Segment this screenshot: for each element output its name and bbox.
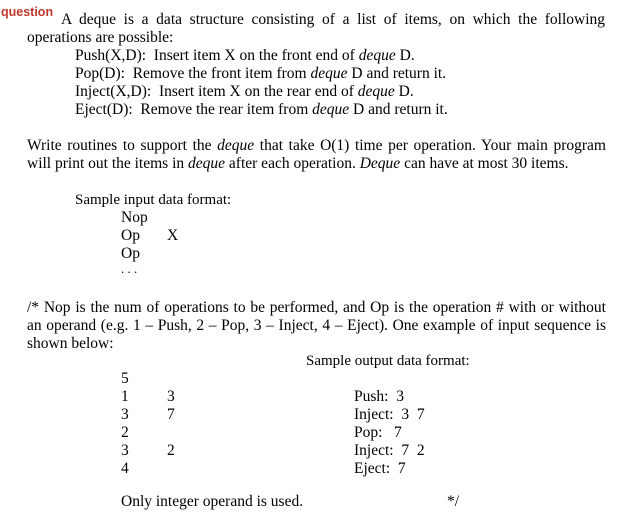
task-text-1c: that take O(1) time per operation. Your main program xyxy=(254,137,606,154)
sample-input-value: 2 xyxy=(167,442,175,459)
comment-close: */ xyxy=(447,493,460,510)
task-text-2e: can have at most 30 items. xyxy=(400,155,569,172)
comment-line-1 xyxy=(27,299,606,317)
input-format-op-2: Op xyxy=(121,245,140,262)
task-text-1b: deque xyxy=(217,137,255,154)
operation-object: deque xyxy=(358,47,396,64)
comment-text-1: /* Nop is the num of operations to be performed, and Op is the operation # with or without xyxy=(27,299,606,316)
operation-tail: D. xyxy=(395,47,415,64)
operation-item xyxy=(75,65,446,83)
sample-input-value: 3 xyxy=(121,442,129,459)
sample-output-line: Inject: 3 7 xyxy=(354,406,425,423)
operation-object: deque xyxy=(310,65,348,82)
operation-signature: Inject(X,D): xyxy=(75,83,152,100)
operation-desc: Remove the front item from xyxy=(132,65,311,82)
operation-tail: D. xyxy=(394,83,414,100)
sample-output-line: Inject: 7 2 xyxy=(354,442,425,459)
input-format-op: Op xyxy=(121,227,140,244)
sample-input-value: 4 xyxy=(121,460,129,477)
sample-input-value: 2 xyxy=(121,424,129,441)
operation-desc: Remove the rear item from xyxy=(140,101,313,118)
footer-note: Only integer operand is used. xyxy=(121,493,304,510)
operation-object: deque xyxy=(312,101,350,118)
sample-input-value: 3 xyxy=(167,388,175,405)
operation-signature: Push(X,D): xyxy=(75,47,147,64)
operation-tail: D and return it. xyxy=(347,65,447,82)
intro-line-1 xyxy=(61,11,605,29)
task-text-1a: Write routines to support the xyxy=(27,137,218,154)
operation-desc: Insert item X on the front end of xyxy=(153,47,359,64)
input-format-x: X xyxy=(167,227,179,244)
sample-input-value: 7 xyxy=(167,406,175,423)
comment-line-2 xyxy=(27,317,606,335)
task-line-1 xyxy=(27,137,606,155)
question-tag: question xyxy=(1,5,54,19)
operation-signature: Eject(D): xyxy=(75,101,133,118)
operation-item xyxy=(75,47,415,65)
operation-item xyxy=(75,101,448,119)
sample-input-value: 3 xyxy=(121,406,129,423)
intro-text-1: A deque is a data structure consisting of a list of items, on which the following xyxy=(61,11,605,28)
operation-signature: Pop(D): xyxy=(75,65,125,82)
input-format-title: Sample input data format: xyxy=(75,192,232,208)
operation-item xyxy=(75,83,414,101)
task-line-2 xyxy=(27,155,569,173)
task-text-2b: deque xyxy=(188,155,226,172)
operation-object: deque xyxy=(357,83,395,100)
task-text-2c: after each operation. xyxy=(225,155,360,172)
comment-line-3: shown below: xyxy=(27,335,114,352)
sample-output-line: Push: 3 xyxy=(354,388,404,405)
input-format-nop: Nop xyxy=(121,209,148,226)
sample-output-line: Pop: 7 xyxy=(354,424,402,441)
operation-desc: Insert item X on the rear end of xyxy=(158,83,358,100)
sample-input-value: 1 xyxy=(121,388,129,405)
sample-input-value: 5 xyxy=(121,370,129,387)
task-text-2d: Deque xyxy=(359,155,401,172)
input-format-ellipsis: . . . xyxy=(121,261,138,276)
sample-output-line: Eject: 7 xyxy=(354,460,406,477)
intro-line-2: operations are possible: xyxy=(27,29,174,46)
task-text-2a: will print out the items in xyxy=(27,155,189,172)
comment-text-2: an operand (e.g. 1 – Push, 2 – Pop, 3 – Inject, 4 – Eject). One example of input sequence is xyxy=(27,317,606,334)
output-format-title: Sample output data format: xyxy=(306,353,470,369)
operation-tail: D and return it. xyxy=(349,101,448,118)
